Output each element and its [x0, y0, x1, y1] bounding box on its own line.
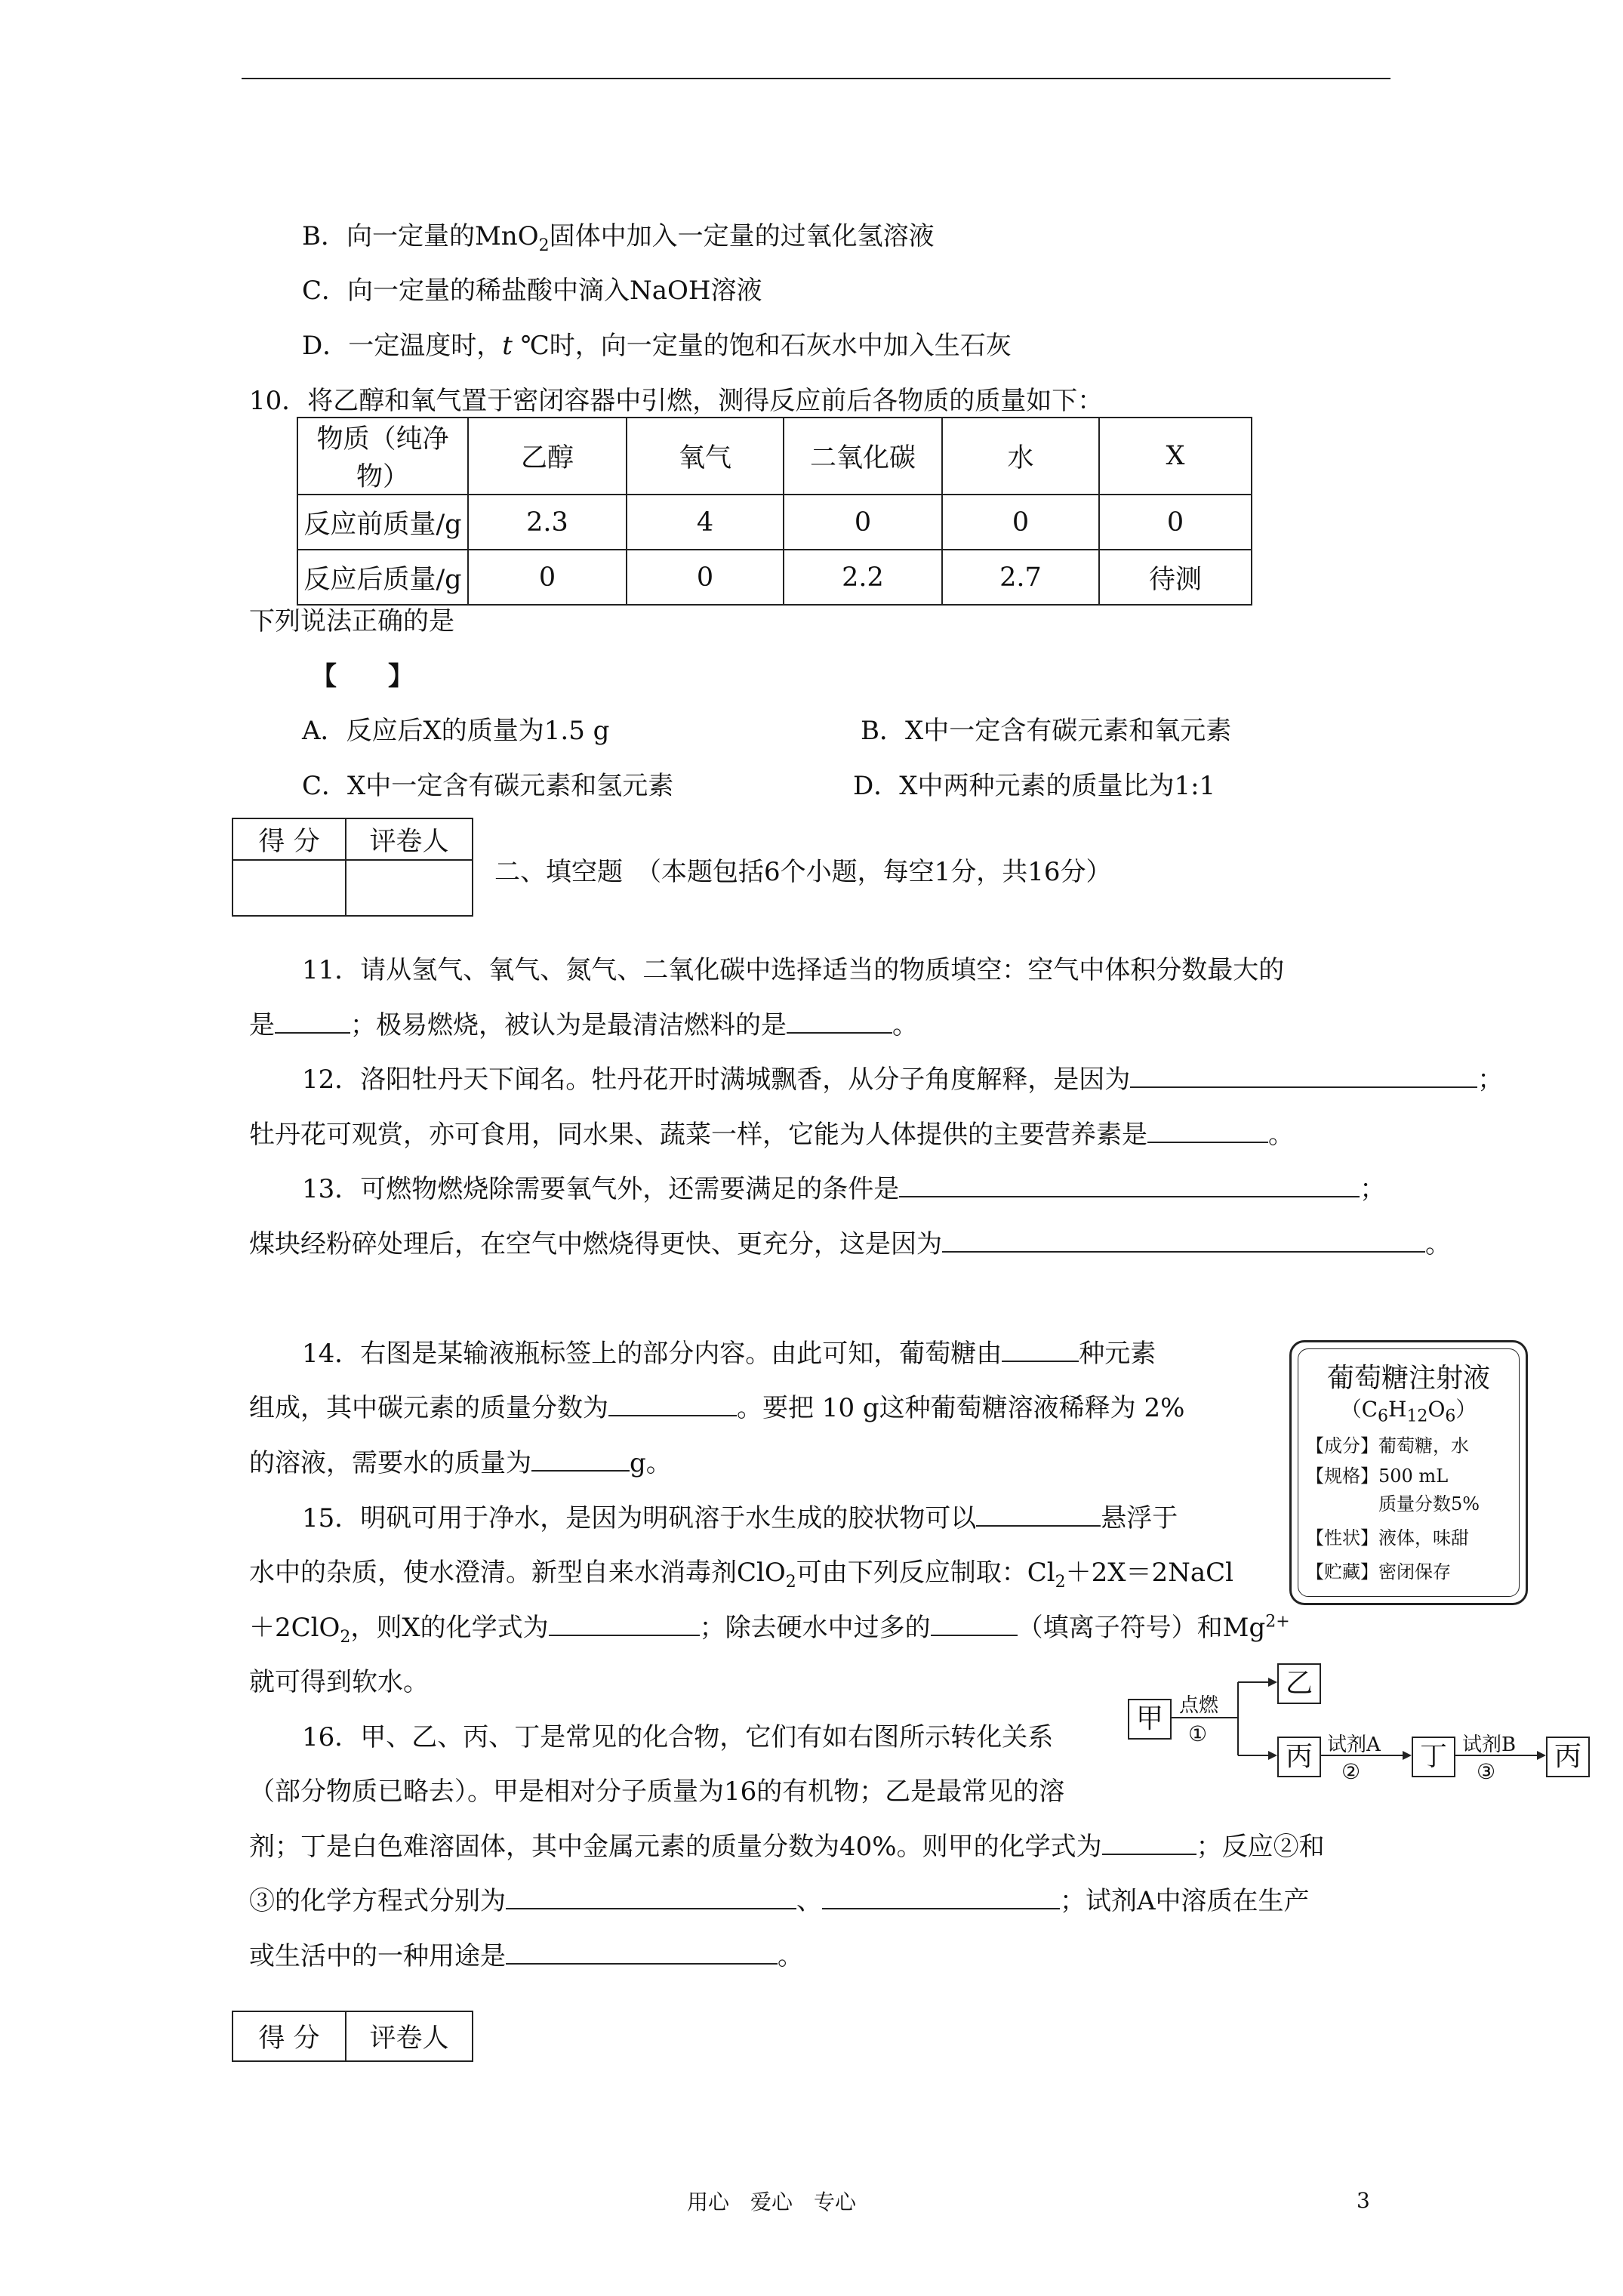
answer-blank [1002, 1338, 1079, 1362]
score-label: 得 分 [233, 818, 346, 860]
q9-option-c: C．向一定量的稀盐酸中滴入NaOH溶液 [302, 276, 762, 306]
table-cell: 反应后质量/g [297, 550, 468, 605]
step3-number: ③ [1477, 1759, 1496, 1784]
label-row: 【性状】液体，味甜 [1306, 1527, 1469, 1549]
q16-line3 [249, 1826, 1325, 1863]
table-cell: 0 [627, 550, 784, 605]
q14-text: g。 [630, 1448, 672, 1478]
q15-line2: 水中的杂质，使水澄清。新型自来水消毒剂ClO$_2$可由下列反应制取：$Cl_2+2X=2NaCl$ [249, 1558, 1234, 1592]
table-header-row [297, 418, 1252, 495]
q13-text: 。 [1425, 1229, 1451, 1259]
section-title: 二、填空题 （本题包括6个小题，每空1分，共16分） [494, 857, 1112, 887]
score-box [232, 818, 473, 917]
label-row: 【成分】葡萄糖，水 [1306, 1435, 1469, 1456]
q16-text: 、 [796, 1886, 822, 1916]
q14-line2 [249, 1387, 1184, 1424]
q10-table [297, 417, 1252, 606]
q10-option-c: C．X中一定含有碳元素和氢元素 [302, 771, 674, 801]
q15-line1 [302, 1497, 1178, 1534]
q16-line5 [249, 1935, 803, 1972]
q14-line1 [302, 1333, 1156, 1370]
step1-number: ① [1188, 1721, 1208, 1746]
table-cell: 0 [942, 495, 1099, 550]
label-formula: $(C_6H_{12}O_6)$ [1340, 1397, 1477, 1426]
q12-text: ； [1477, 1065, 1504, 1095]
q13-line1 [302, 1168, 1385, 1205]
answer-blank [899, 1173, 1360, 1197]
q10-option-d: D．X中两种元素的质量比为1:1 [853, 771, 1216, 801]
infusion-label-inner [1298, 1348, 1520, 1597]
table-cell: 0 [1099, 495, 1252, 550]
step1-label: 点燃 [1179, 1694, 1219, 1717]
table-cell: 4 [627, 495, 784, 550]
q16-line2: （部分物质已略去）。甲是相对分子质量为16的有机物；乙是最常见的溶 [249, 1777, 1065, 1807]
answer-blank [1147, 1119, 1268, 1143]
q11-line2 [249, 1004, 918, 1041]
q16-text: 或生活中的一种用途是 [249, 1941, 506, 1971]
score-label: 得 分 [233, 2011, 346, 2061]
answer-blank [787, 1009, 892, 1034]
answer-blank [931, 1612, 1018, 1636]
table-row [297, 550, 1252, 605]
table-cell: 0 [784, 495, 942, 550]
answer-blank [506, 1940, 778, 1965]
answer-blank [1130, 1064, 1477, 1088]
grader-field [346, 860, 473, 916]
q15-text: 15．明矾可用于净水，是因为明矾溶于水生成的胶状物可以 [302, 1503, 977, 1533]
step3-label: 试剂B [1462, 1734, 1517, 1756]
q16-text: ③的化学方程式分别为 [249, 1886, 506, 1916]
q15-line3: ＋2ClO$_2$，则X的化学式为 ；除去硬水中过多的 （填离子符号）和$Mg^{2+}$ [249, 1612, 1290, 1647]
q11-text: 。 [892, 1010, 918, 1040]
answer-blank [822, 1885, 1060, 1909]
label-title: 葡萄糖注射液 [1326, 1363, 1490, 1394]
q16-line1: 16．甲、乙、丙、丁是常见的化合物，它们有如右图所示转化关系 [302, 1722, 1054, 1752]
table-header: 氧气 [627, 418, 784, 495]
grader-label: 评卷人 [346, 2011, 473, 2061]
q10-stem: 10．将乙醇和氧气置于密闭容器中引燃，测得反应前后各物质的质量如下： [249, 386, 1104, 416]
q12-line2 [249, 1114, 1294, 1151]
table-header: 物质（纯净物） [297, 418, 468, 495]
answer-blank [549, 1612, 700, 1636]
table-cell: 待测 [1099, 550, 1252, 605]
table-cell: 反应前质量/g [297, 495, 468, 550]
answer-blank [275, 1009, 350, 1034]
q12-text: 。 [1268, 1120, 1294, 1150]
q13-line2 [249, 1223, 1451, 1260]
step2-label: 试剂A [1327, 1734, 1381, 1756]
footer-motto: 用心 爱心 专心 [687, 2190, 857, 2214]
table-header: 乙醇 [468, 418, 627, 495]
q16-text: ；反应②和 [1196, 1832, 1325, 1862]
q11-text: 是 [249, 1010, 275, 1040]
q14-text: 。要把 10 g这种葡萄糖溶液稀释为 2% [737, 1393, 1185, 1423]
q10-prompt: 下列说法正确的是 [249, 606, 454, 636]
q12-text: 12．洛阳牡丹天下闻名。牡丹花开时满城飘香，从分子角度解释，是因为 [302, 1065, 1131, 1095]
table-header: X [1099, 418, 1252, 495]
table-cell: 2.3 [468, 495, 627, 550]
q10-option-a: A．反应后X的质量为1.5 g [302, 716, 610, 746]
q16-line4 [249, 1880, 1310, 1917]
q13-text: 13．可燃物燃烧除需要氧气外，还需要满足的条件是 [302, 1174, 900, 1204]
step2-number: ② [1341, 1759, 1361, 1784]
node-ding: 丁 [1412, 1737, 1455, 1777]
q13-text: ； [1360, 1174, 1386, 1204]
node-jia: 甲 [1128, 1699, 1172, 1740]
q10-option-b: B．X中一定含有碳元素和氧元素 [861, 716, 1232, 746]
q9-option-b: B．向一定量的MnO$_2$固体中加入一定量的过氧化氢溶液 [302, 221, 935, 255]
q12-text: 牡丹花可观赏，亦可食用，同水果、蔬菜一样，它能为人体提供的主要营养素是 [249, 1120, 1147, 1150]
node-yi: 乙 [1277, 1663, 1321, 1704]
q11-text: ；极易燃烧，被认为是最清洁燃料的是 [350, 1010, 787, 1040]
table-cell: 2.2 [784, 550, 942, 605]
q14-text: 的溶液，需要水的质量为 [249, 1448, 531, 1478]
infusion-label [1289, 1340, 1528, 1605]
node-bing: 丙 [1277, 1737, 1321, 1777]
q14-text: 14．右图是某输液瓶标签上的部分内容。由此可知，葡萄糖由 [302, 1339, 1002, 1369]
header-rule [242, 78, 1390, 79]
table-header: 二氧化碳 [784, 418, 942, 495]
q15-text: 悬浮于 [1101, 1503, 1178, 1533]
table-header: 水 [942, 418, 1099, 495]
table-row [297, 495, 1252, 550]
q15-text: ；除去硬水中过多的 [699, 1613, 931, 1643]
answer-bracket: 【 】 [311, 661, 414, 692]
q14-text: 组成，其中碳元素的质量分数为 [249, 1393, 608, 1423]
page-number: 3 [1357, 2188, 1370, 2213]
answer-blank [506, 1885, 796, 1909]
q15-line4: 就可得到软水。 [249, 1667, 429, 1697]
q9-option-d: D．一定温度时，t ℃时，向一定量的饱和石灰水中加入生石灰 [302, 331, 1012, 361]
answer-blank [976, 1502, 1101, 1527]
label-row: 【贮藏】密闭保存 [1306, 1561, 1451, 1583]
q16-text: 剂；丁是白色难溶固体，其中金属元素的质量分数为40%。则甲的化学式为 [249, 1832, 1102, 1862]
answer-blank [608, 1392, 737, 1416]
q14-line3 [249, 1442, 672, 1479]
q16-text: 。 [778, 1941, 803, 1971]
table-cell: 0 [468, 550, 627, 605]
answer-blank [942, 1228, 1425, 1253]
grader-label: 评卷人 [346, 818, 473, 860]
q14-text: 种元素 [1079, 1339, 1156, 1369]
q16-text: ；试剂A中溶质在生产 [1060, 1886, 1310, 1916]
label-row: 【规格】500 mL [1306, 1465, 1449, 1487]
answer-blank [531, 1447, 630, 1472]
score-box-2 [232, 2011, 473, 2062]
node-bing-2: 丙 [1546, 1737, 1590, 1777]
table-cell: 2.7 [942, 550, 1099, 605]
q11-line1: 11．请从氢气、氧气、氮气、二氧化碳中选择适当的物质填空：空气中体积分数最大的 [302, 955, 1285, 985]
score-field [233, 860, 346, 916]
q13-text: 煤块经粉碎处理后，在空气中燃烧得更快、更充分，这是因为 [249, 1229, 942, 1259]
label-row: 质量分数5% [1306, 1493, 1480, 1515]
q12-line1 [302, 1059, 1503, 1096]
answer-blank [1102, 1831, 1196, 1855]
